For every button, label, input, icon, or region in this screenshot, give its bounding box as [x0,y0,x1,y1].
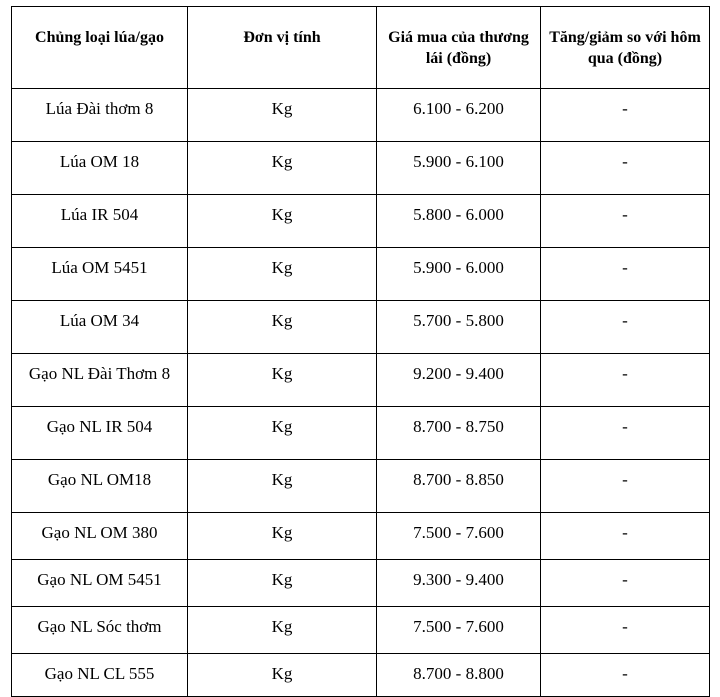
cell-change: - [541,248,710,301]
table-row [12,248,710,301]
cell-unit: Kg [188,142,377,195]
cell-change: - [541,607,710,654]
header-change: Tăng/giảm so với hôm qua (đồng) [541,7,710,89]
cell-unit: Kg [188,248,377,301]
rice-price-table [11,6,710,697]
table-row [12,142,710,195]
cell-rice-type: Gạo NL IR 504 [12,407,188,460]
cell-rice-type: Lúa OM 34 [12,301,188,354]
cell-unit: Kg [188,607,377,654]
cell-unit: Kg [188,354,377,407]
table-row [12,460,710,513]
cell-change: - [541,460,710,513]
header-trader-price: Giá mua của thương lái (đồng) [377,7,541,89]
cell-unit: Kg [188,301,377,354]
table-row [12,354,710,407]
cell-rice-type: Gạo NL OM18 [12,460,188,513]
cell-change: - [541,89,710,142]
cell-change: - [541,195,710,248]
cell-rice-type: Gạo NL Sóc thơm [12,607,188,654]
cell-unit: Kg [188,407,377,460]
cell-unit: Kg [188,654,377,697]
table-header-row [12,7,710,89]
cell-rice-type: Gạo NL CL 555 [12,654,188,697]
cell-rice-type: Lúa IR 504 [12,195,188,248]
table-row [12,654,710,697]
cell-change: - [541,513,710,560]
cell-price: 5.800 - 6.000 [377,195,541,248]
cell-change: - [541,142,710,195]
header-rice-type: Chủng loại lúa/gạo [12,7,188,89]
cell-price: 5.900 - 6.100 [377,142,541,195]
cell-change: - [541,654,710,697]
cell-rice-type: Lúa OM 5451 [12,248,188,301]
cell-rice-type: Gạo NL OM 5451 [12,560,188,607]
cell-price: 5.900 - 6.000 [377,248,541,301]
cell-change: - [541,301,710,354]
cell-unit: Kg [188,195,377,248]
cell-price: 7.500 - 7.600 [377,513,541,560]
table-row [12,560,710,607]
cell-price: 5.700 - 5.800 [377,301,541,354]
cell-price: 9.200 - 9.400 [377,354,541,407]
cell-change: - [541,560,710,607]
cell-unit: Kg [188,560,377,607]
cell-price: 8.700 - 8.850 [377,460,541,513]
cell-rice-type: Gạo NL Đài Thơm 8 [12,354,188,407]
table-row [12,89,710,142]
table-row [12,301,710,354]
cell-price: 8.700 - 8.800 [377,654,541,697]
table-row [12,513,710,560]
table-row [12,407,710,460]
cell-unit: Kg [188,513,377,560]
cell-rice-type: Lúa OM 18 [12,142,188,195]
table-row [12,195,710,248]
cell-change: - [541,407,710,460]
cell-unit: Kg [188,89,377,142]
cell-rice-type: Lúa Đài thơm 8 [12,89,188,142]
cell-rice-type: Gạo NL OM 380 [12,513,188,560]
cell-unit: Kg [188,460,377,513]
header-unit: Đơn vị tính [188,7,377,89]
cell-change: - [541,354,710,407]
cell-price: 6.100 - 6.200 [377,89,541,142]
cell-price: 8.700 - 8.750 [377,407,541,460]
cell-price: 7.500 - 7.600 [377,607,541,654]
cell-price: 9.300 - 9.400 [377,560,541,607]
table-row [12,607,710,654]
